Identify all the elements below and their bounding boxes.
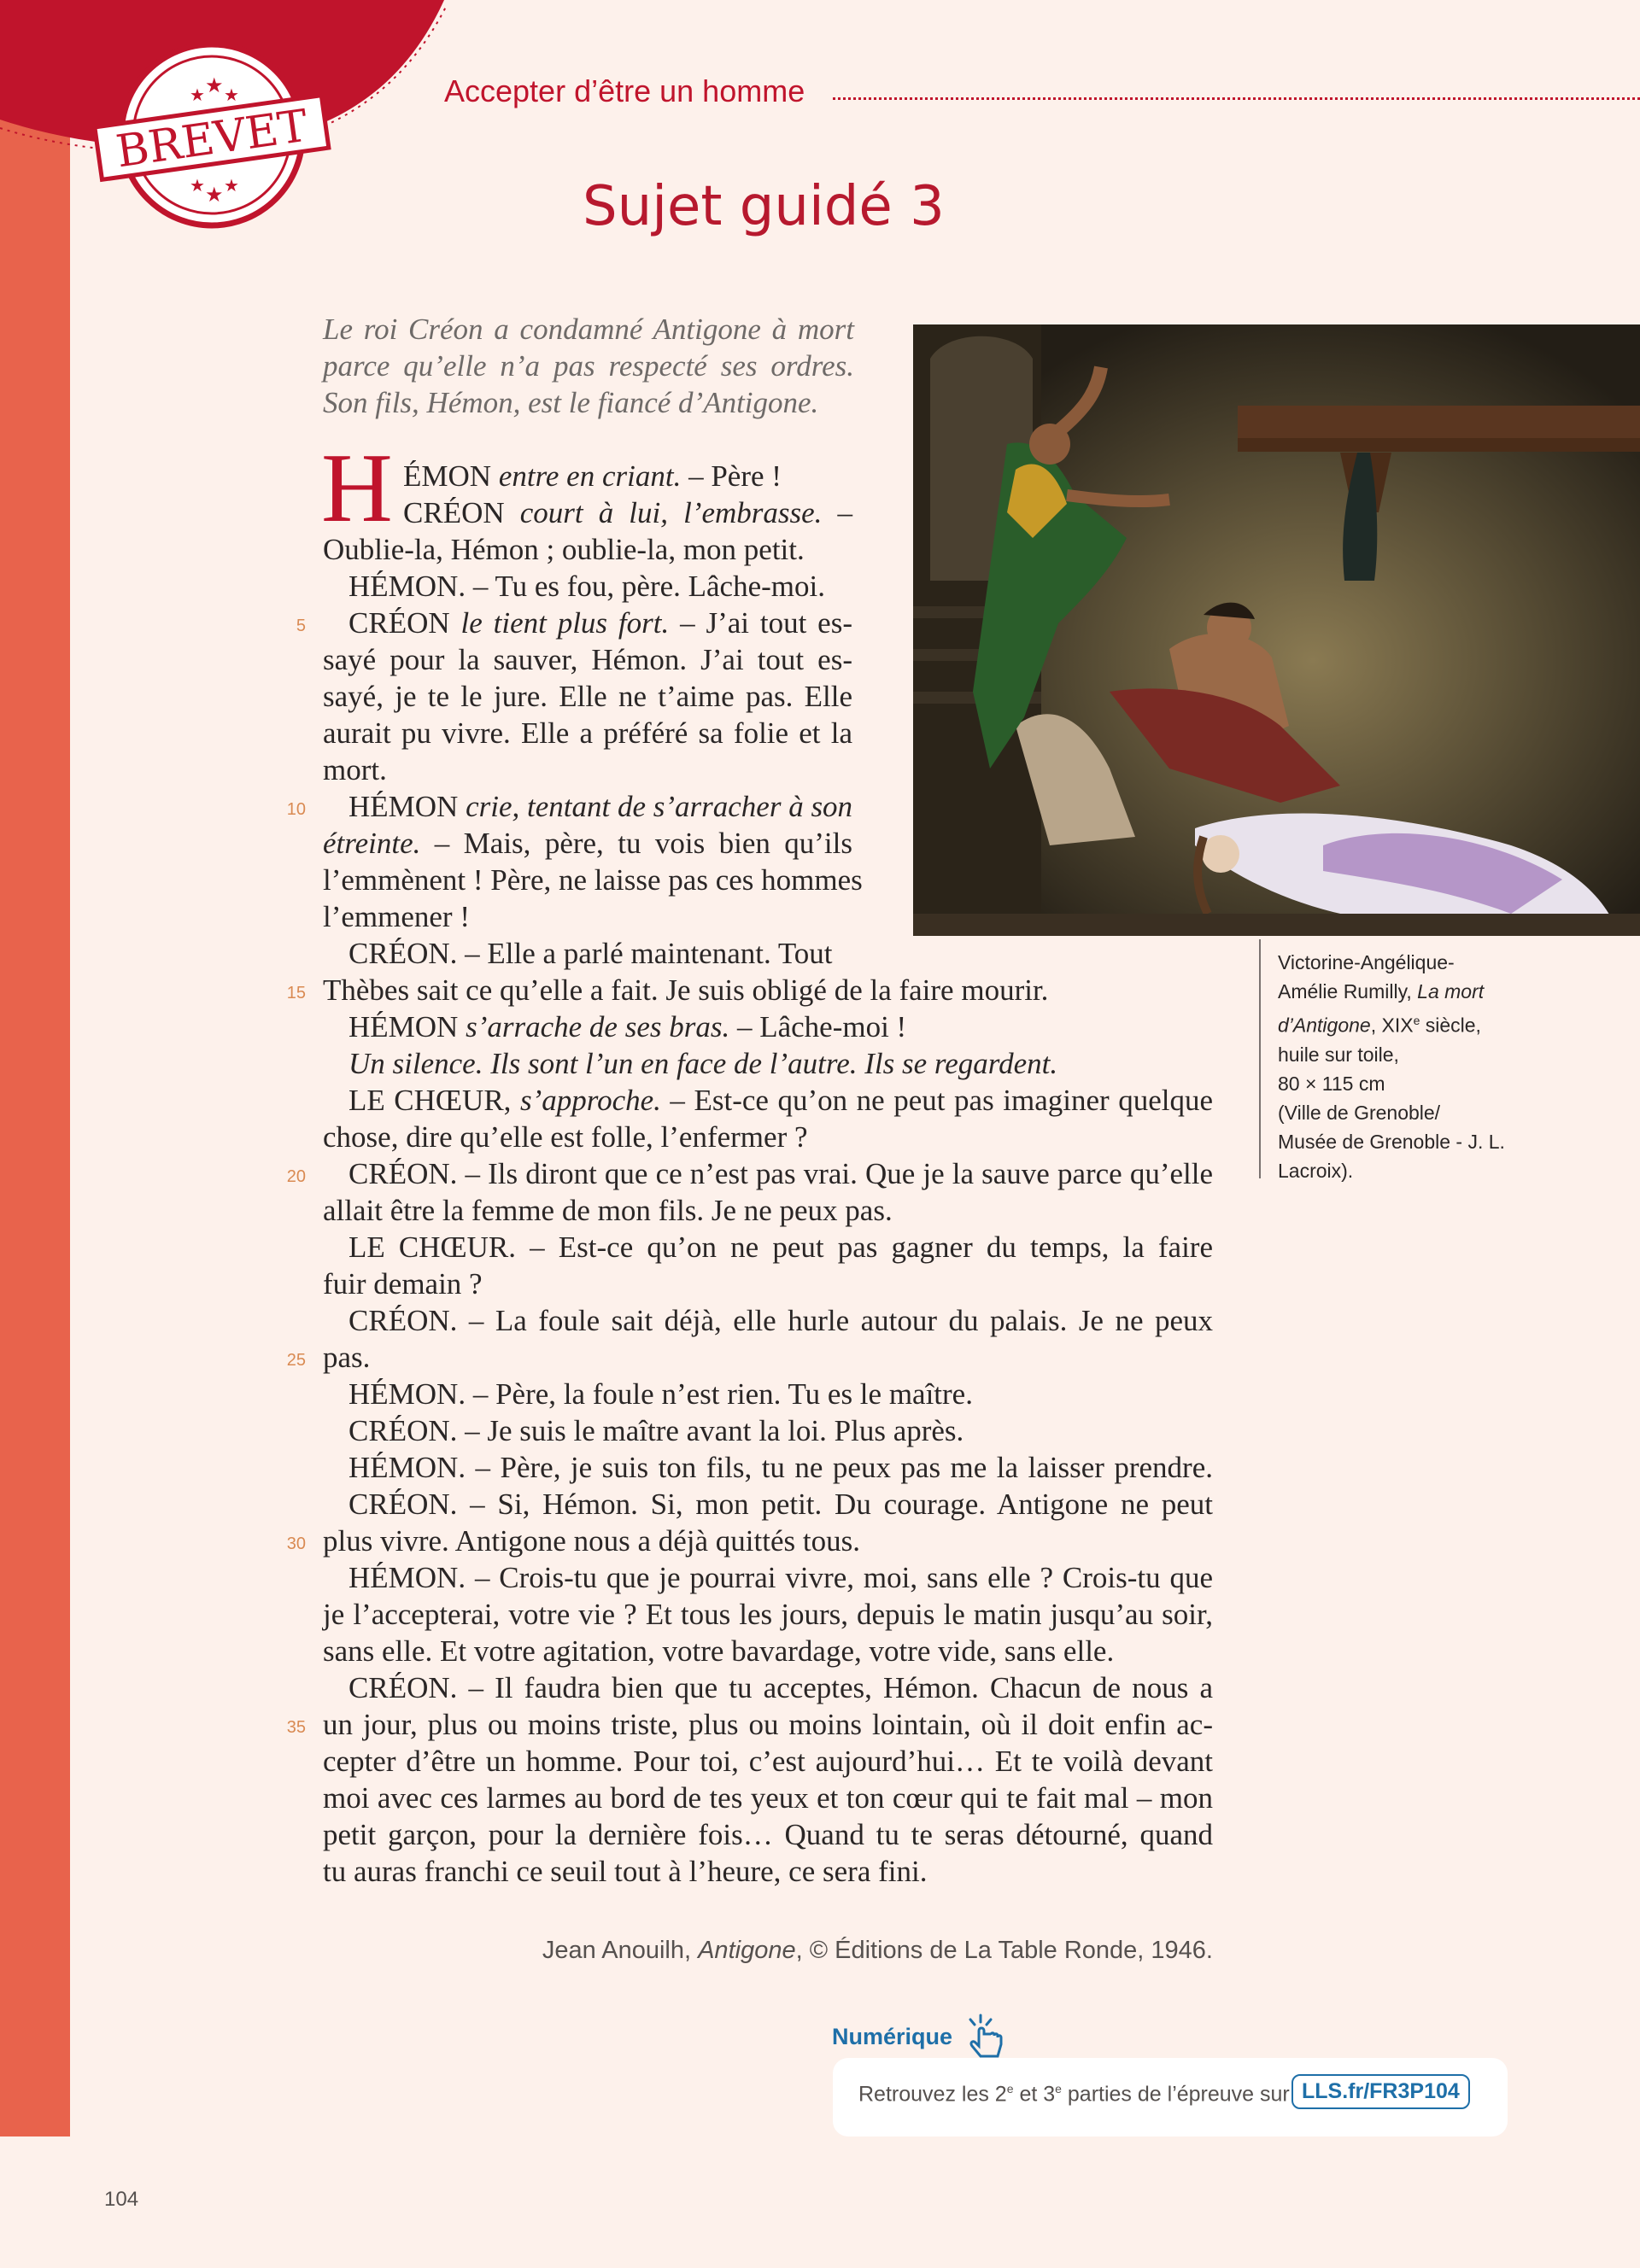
text-line: chose, dire qu’elle est folle, l’enfermer ?: [323, 1120, 808, 1154]
caption-line: Musée de Grenoble - J. L.: [1278, 1130, 1505, 1153]
section-divider: [833, 97, 1640, 100]
text-line: Un silence. Ils sont l’un en face de l’autre. Ils se regardent.: [348, 1047, 1058, 1080]
caption-title: d’Antigone: [1278, 1014, 1371, 1037]
text-line: CRÉON. – Je suis le maître avant la loi. Plus après.: [348, 1414, 964, 1447]
text-line: CRÉON. – Il faudra bien que tu acceptes, Hémon. Chacun de nous a: [348, 1671, 1213, 1704]
text-line: HÉMON crie, tentant de s’arracher à son: [348, 790, 853, 823]
svg-text:★: ★: [190, 175, 205, 196]
svg-text:★: ★: [224, 175, 239, 196]
numerique-box: [833, 2058, 1508, 2136]
stamp-text: BREVET: [113, 100, 311, 178]
line-number: 10: [286, 800, 306, 819]
text-line: aurait pu vivre. Elle a préféré sa folie et la: [323, 716, 852, 750]
line-number: 35: [286, 1718, 306, 1737]
line-number: 5: [296, 617, 306, 635]
text-line: HÉMON. – Crois-tu que je pourrai vivre, moi, sans elle ? Crois-tu que: [348, 1561, 1213, 1594]
caption-sup: e: [1413, 1014, 1420, 1027]
painting-image: [913, 324, 1640, 936]
text-line: pas.: [323, 1341, 371, 1374]
text-line: HÉMON s’arrache de ses bras. – Lâche-moi !: [348, 1010, 907, 1043]
text-line: CRÉON. – Si, Hémon. Si, mon petit. Du courage. Antigone ne peut: [348, 1488, 1213, 1521]
text-line: fuir demain ?: [323, 1267, 483, 1301]
caption-title: La mort: [1417, 980, 1485, 1002]
svg-text:★: ★: [224, 85, 239, 105]
drop-cap: H: [321, 434, 393, 543]
svg-text:★: ★: [205, 183, 224, 207]
caption-line: huile sur toile,: [1278, 1043, 1399, 1066]
line-number: 15: [286, 984, 306, 1002]
page-title: Sujet guidé 3: [583, 175, 945, 238]
caption-line: [1278, 1006, 1560, 1040]
caption-rule: [1259, 939, 1261, 1178]
text-line: Oublie-la, Hémon ; oublie-la, mon petit.: [323, 533, 805, 566]
text-line: sayé, je te le jure. Elle ne t’aime pas. Elle: [323, 680, 852, 713]
text-line: cepter d’être un homme. Pour toi, c’est aujourd’hui… Et te voilà devant: [323, 1745, 1213, 1778]
numerique-label: Numérique: [832, 2024, 953, 2049]
text-line: je l’accepterai, votre vie ? Et tous les jours, depuis le matin jusqu’au soir,: [323, 1598, 1213, 1631]
brevet-stamp-icon: [94, 34, 333, 239]
text-line: étreinte. – Mais, père, tu vois bien qu’ils: [323, 827, 852, 860]
text-line: CRÉON. – Ils diront que ce n’est pas vrai. Que je la sauve parce qu’elle: [348, 1157, 1213, 1190]
text-line: CRÉON court à lui, l’embrasse. –: [403, 496, 852, 529]
caption-century-end: siècle,: [1420, 1014, 1481, 1037]
text-line: petit garçon, pour la dernière fois… Quand tu te seras détourné, quand: [323, 1818, 1213, 1851]
text-line: CRÉON. – Elle a parlé maintenant. Tout: [348, 937, 833, 970]
text-line: un jour, plus ou moins triste, plus ou moins lointain, où il doit enfin ac-: [323, 1708, 1213, 1741]
caption-line: (Ville de Grenoble/: [1278, 1101, 1441, 1124]
text-line: LE CHŒUR. – Est-ce qu’on ne peut pas gagner du temps, la faire: [348, 1230, 1213, 1264]
numerique-text: Retrouvez les 2e et 3e parties de l’épreuve sur: [858, 2082, 1290, 2107]
caption-line: Victorine-Angélique-: [1278, 951, 1455, 973]
text-line: HÉMON. – Père, la foule n’est rien. Tu es le maître.: [348, 1377, 973, 1411]
text-line: moi avec ces larmes au bord de tes yeux et ton cœur qui te fait mal – mon: [323, 1781, 1213, 1815]
numerique-link[interactable]: LLS.fr/FR3P104: [1292, 2074, 1470, 2109]
text-line: sayé pour la sauver, Hémon. J’ai tout es-: [323, 643, 852, 676]
pointing-hand-icon: [964, 2012, 1015, 2060]
text-line: LE CHŒUR, s’approche. – Est-ce qu’on ne peut pas imaginer quelque: [348, 1084, 1213, 1117]
text-line: CRÉON. – La foule sait déjà, elle hurle autour du palais. Je ne peux: [348, 1304, 1213, 1337]
line-number: 30: [286, 1534, 306, 1553]
text-line: Thèbes sait ce qu’elle a fait. Je suis obligé de la faire mourir.: [323, 973, 1049, 1007]
text-line: mort.: [323, 753, 387, 786]
section-title: Accepter d’être un homme: [444, 73, 805, 108]
text-line: HÉMON. – Tu es fou, père. Lâche-moi.: [348, 570, 825, 603]
caption-line: Lacroix).: [1278, 1159, 1354, 1182]
line-number: 25: [286, 1351, 306, 1370]
caption-artist: Amélie Rumilly,: [1278, 980, 1418, 1002]
svg-text:★: ★: [190, 85, 205, 105]
text-line: ÉMON entre en criant. – Père !: [403, 459, 782, 493]
text-line: allait être la femme de mon fils. Je ne peux pas.: [323, 1194, 893, 1227]
text-line: l’emmener !: [323, 900, 470, 933]
text-line: sans elle. Et votre agitation, votre bavardage, votre vide, sans elle.: [323, 1634, 1115, 1668]
page-number: 104: [104, 2188, 139, 2211]
painting-caption: [1278, 948, 1560, 1185]
text-line: CRÉON le tient plus fort. – J’ai tout es-: [348, 606, 852, 640]
text-line: l’emmènent ! Père, ne laisse pas ces hommes: [323, 863, 863, 897]
svg-text:★: ★: [205, 73, 224, 97]
caption-line: 80 × 115 cm: [1278, 1072, 1385, 1095]
text-line: tu auras franchi ce seuil tout à l’heure, ce sera fini.: [323, 1855, 928, 1888]
side-band: [0, 0, 70, 2136]
caption-line: [1278, 977, 1560, 1006]
text-line: HÉMON. – Père, je suis ton fils, tu ne peux pas me la laisser prendre.: [348, 1451, 1213, 1484]
source-credit: Jean Anouilh, Antigone, © Éditions de La Table Ronde, 1946.: [542, 1937, 1213, 1964]
line-number: 20: [286, 1167, 306, 1186]
intro-text: Le roi Créon a condamné Antigone à mort parce qu’elle n’a pas respecté ses ordres. Son fils, Hémon, est le fiancé d’Antigone.: [323, 313, 854, 419]
text-line: plus vivre. Antigone nous a déjà quittés tous.: [323, 1524, 860, 1558]
caption-century: , XIX: [1370, 1014, 1414, 1037]
